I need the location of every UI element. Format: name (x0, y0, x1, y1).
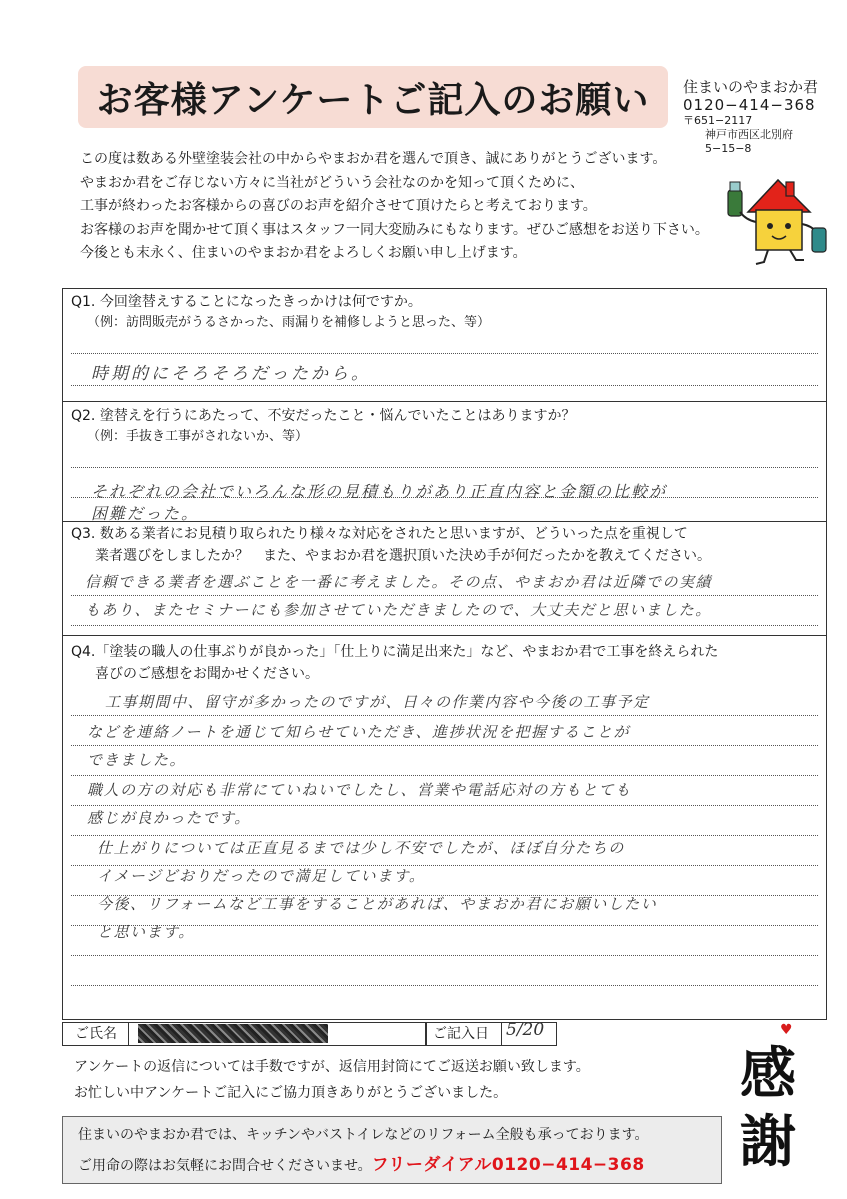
q1-hint: （例：訪問販売がうるさかった、雨漏りを補修しようと思った、等） (87, 315, 491, 330)
q4-answer-line: 職人の方の対応も非常にていねいでしたし、営業や電話応対の方もとても (87, 781, 632, 799)
company-postal: 〒651−2117 (683, 114, 753, 127)
title-banner (78, 66, 668, 128)
q3-answer-line: もあり、またセミナーにも参加させていただきましたので、大丈夫だと思いました。 (85, 601, 712, 619)
q4-answer-line: 今後、リフォームなど工事をすることがあれば、やまおか君にお願いしたい (97, 895, 658, 913)
section-divider (63, 635, 826, 636)
q4-answer-line: 仕上がりについては正直見るまでは少し不安でしたが、ほぼ自分たちの (97, 839, 625, 857)
company-name: 住まいのやまおか君 (683, 78, 819, 96)
name-redaction (138, 1024, 328, 1043)
q2-hint: （例：手抜き工事がされないか、等） (87, 429, 309, 444)
intro-line: やまおか君をご存じない方々に当社がどういう会社なのかを知って頂くために、 (80, 174, 584, 191)
q4-answer-line: 工事期間中、留守が多かったのですが、日々の作業内容や今後の工事予定 (105, 693, 650, 711)
bottom-text: 住まいのやまおか君では、キッチンやバストイレなどのリフォーム全般も承っております。 (78, 1127, 649, 1143)
company-phone: 0120−414−368 (683, 96, 816, 114)
q2-question: Q2. 塗替えを行うにあたって、不安だったこと・悩んでいたことはありますか？ (71, 408, 576, 424)
intro-text (80, 148, 720, 266)
q2-answer-line: 困難だった。 (91, 504, 200, 523)
q4-answer-line: 感じが良かったです。 (87, 809, 251, 827)
kansha-char: 感 (740, 1041, 796, 1107)
answer-line (71, 353, 818, 354)
bottom-text: ご用命の際はお気軽にお問合せくださいませ。 (78, 1158, 372, 1174)
section-divider (63, 521, 826, 522)
answer-line (71, 835, 818, 836)
q1-question: Q1. 今回塗替えすることになったきっかけは何ですか。 (71, 294, 422, 310)
date-label: ご記入日 (426, 1022, 502, 1046)
section-divider (63, 401, 826, 402)
answer-line (71, 745, 818, 746)
company-address-1: 神戸市西区北別府 (705, 128, 793, 141)
answer-line (71, 625, 818, 626)
intro-line: この度は数ある外壁塗装会社の中からやまおか君を選んで頂き、誠にありがとうございます。 (80, 151, 667, 167)
answer-line (71, 985, 818, 986)
answer-line (71, 385, 818, 386)
answer-line (71, 805, 818, 806)
q4-question-line: 喜びのご感想をお聞かせください。 (95, 666, 319, 682)
bottom-text-row (78, 1150, 645, 1175)
house-mascot-icon (718, 160, 838, 270)
intro-line: 工事が終わったお客様からの喜びのお声を紹介させて頂けたらと考えております。 (80, 198, 597, 214)
company-info (683, 78, 843, 156)
intro-line: 今後とも末永く、住まいのやまおか君をよろしくお願い申し上げます。 (80, 245, 527, 261)
kansha-char: 謝 (740, 1109, 796, 1175)
answer-line (71, 955, 818, 956)
questionnaire-box (62, 288, 827, 1020)
answer-line (71, 715, 818, 716)
q4-question-line: Q4.「塗装の職人の仕事ぶりが良かった」「仕上りに満足出来た」など、やまおか君で工事を終えられた (71, 644, 719, 660)
footer-note (74, 1054, 590, 1106)
freedial-number: フリーダイアル0120−414−368 (371, 1155, 645, 1175)
q3-question-line: Q3. 数ある業者にお見積り取られたり様々な対応をされたと思いますが、どういった点を重視して (71, 526, 688, 542)
q1-answer-line: 時期的にそろそろだったから。 (91, 364, 371, 384)
date-value: 5/20 (506, 1020, 545, 1040)
name-label: ご氏名 (62, 1022, 129, 1046)
q4-answer-line: できました。 (87, 751, 187, 769)
company-address-2: 5−15−8 (705, 142, 752, 155)
answer-line (71, 775, 818, 776)
answer-line (71, 595, 818, 596)
q4-answer-line: と思います。 (97, 923, 195, 941)
q3-question-line: 業者選びをしましたか？ また、やまおか君を選択頂いた決め手が何だったかを教えてください。 (95, 548, 711, 564)
q4-answer-line: イメージどおりだったので満足しています。 (97, 867, 426, 885)
q4-answer-line: などを連絡ノートを通じて知らせていただき、進捗状況を把握することが (87, 723, 631, 741)
q2-answer-line: それぞれの会社でいろんな形の見積もりがあり正直内容と金額の比較が (91, 482, 668, 501)
heart-icon: ♥ (780, 1022, 793, 1038)
footer-note-line: お忙しい中アンケートご記入にご協力頂きありがとうございました。 (74, 1085, 508, 1101)
q3-answer-line: 信頼できる業者を選ぶことを一番に考えました。その点、やまおか君は近隣での実績 (85, 573, 713, 591)
footer-note-line: アンケートの返信については手数ですが、返信用封筒にてご返送お願い致します。 (74, 1059, 590, 1075)
answer-line (71, 467, 818, 468)
page-title: お客様アンケートご記入のお願い (96, 79, 650, 121)
intro-line: お客様のお声を聞かせて頂く事はスタッフ一同大変励みにもなります。ぜひご感想をお送り下さい。 (80, 221, 709, 238)
